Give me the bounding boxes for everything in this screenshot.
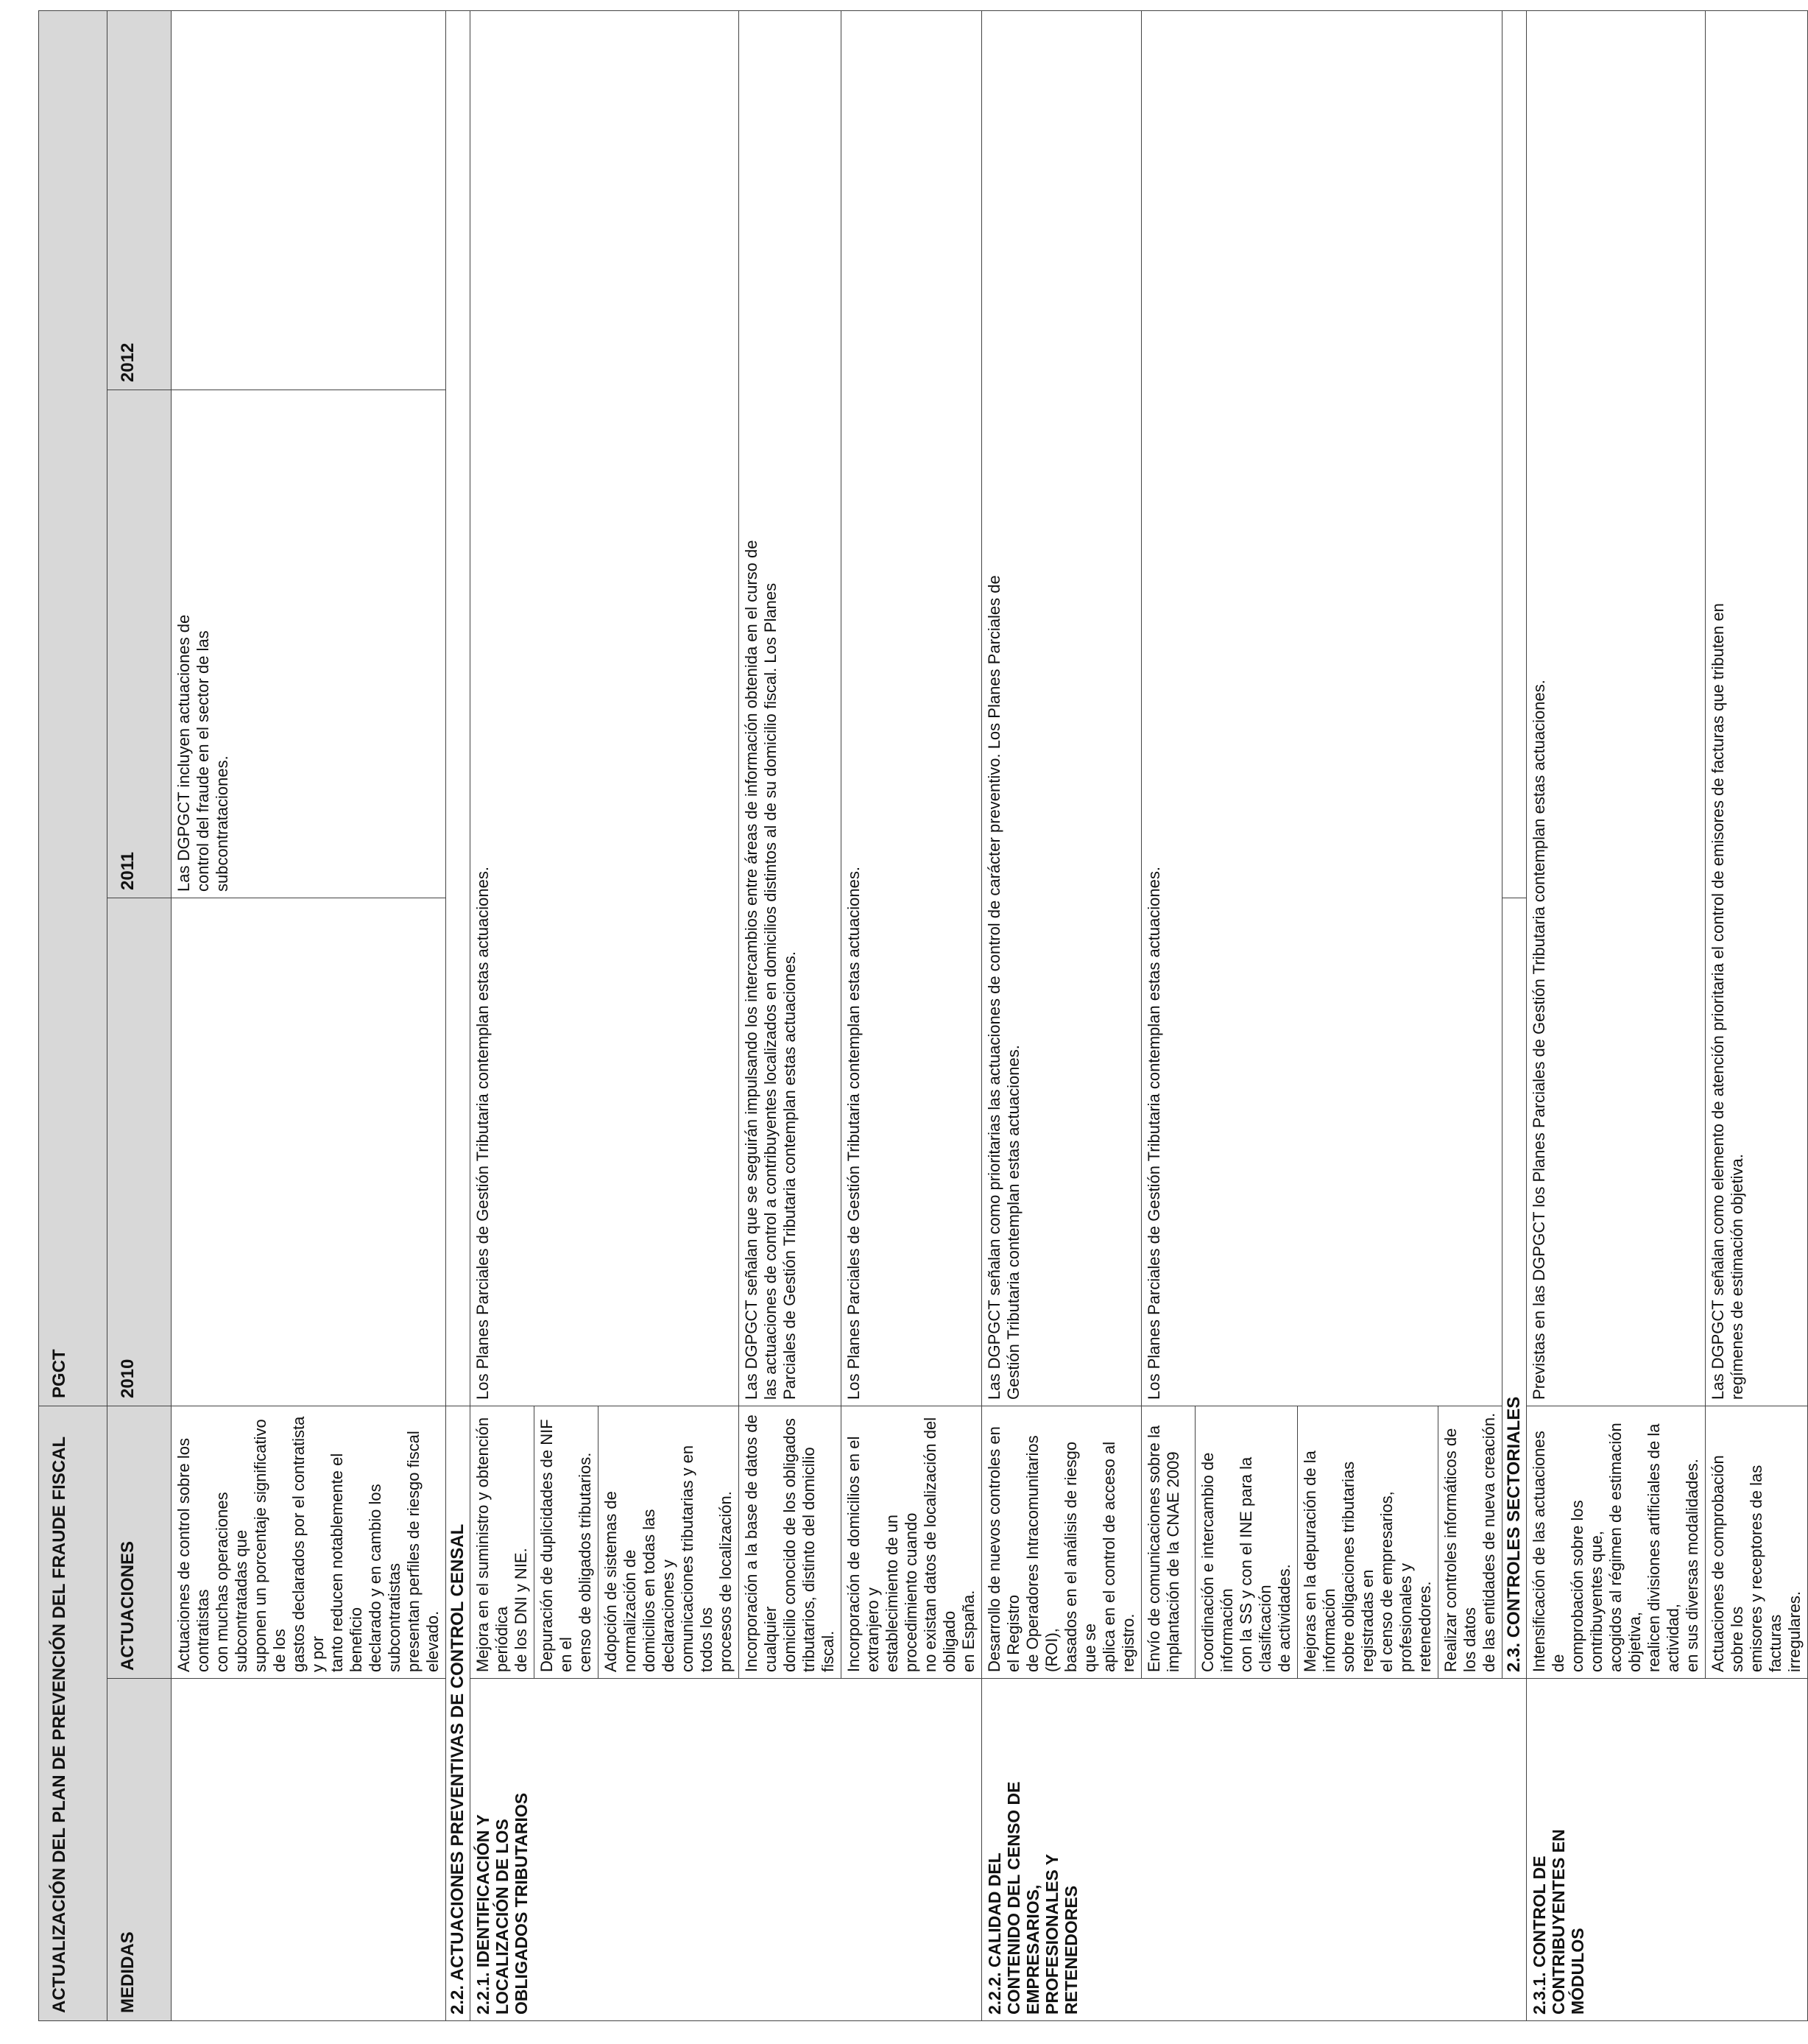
medida-2-3-1: 2.3.1. CONTROL DE CONTRIBUYENTES EN MÓDULOS xyxy=(1527,1679,1808,2021)
pgct-cell: Los Planes Parciales de Gestión Tributaria contemplan estas actuaciones. xyxy=(1142,10,1502,1406)
year-2012-cell xyxy=(172,10,446,390)
actuacion-cell: Actuaciones de control sobre los contratistas con muchas operaciones subcontratadas que suponen un porcentaje significativo de los gastos declarados por el contratista y por tanto reducen notablemente el beneficio declarado y en cambio los subcontratistas presentan perfiles de riesgo fiscal elevado. xyxy=(172,1406,446,1678)
table-row xyxy=(172,10,446,2020)
medida-2-2-1: 2.2.1. IDENTIFICACIÓN Y LOCALIZACIÓN DE LOS OBLIGADOS TRIBUTARIOS xyxy=(470,1679,982,2021)
actuacion-cell: Incorporación de domicilios en el extranjero y establecimiento de un procedimiento cuando no existan datos de localización del obligado en España. xyxy=(841,1406,982,1678)
table-row xyxy=(982,10,1142,2020)
year-2011-cell: Las DGPGCT incluyen actuaciones de control del fraude en el sector de las subcontrataciones. xyxy=(172,390,446,898)
actuacion-cell: Coordinación e intercambio de información con la SS y con el INE para la clasificación de actividades. xyxy=(1196,1406,1298,1678)
pgct-header: PGCT xyxy=(39,10,107,1406)
section-row xyxy=(446,10,470,2020)
section-blank xyxy=(1502,10,1527,898)
actuacion-cell: Depuración de duplicidades de NIF en el censo de obligados tributarios. xyxy=(534,1406,598,1678)
medida-2-2-2: 2.2.2. CALIDAD DEL CONTENIDO DEL CENSO DE EMPRESARIOS, PROFESIONALES Y RETENEDORES xyxy=(982,1679,1527,2021)
table-row xyxy=(1527,10,1706,2020)
actuacion-cell: Incorporación a la base de datos de cualquier domicilio conocido de los obligados tributarios, distinto del domicilio fiscal. xyxy=(739,1406,841,1678)
section-blank xyxy=(446,10,470,1406)
actuacion-cell: Desarrollo de nuevos controles en el Registro de Operadores Intracomunitarios (ROI), basados en el análisis de riesgo que se aplica en el control de acceso al registro. xyxy=(982,1406,1142,1678)
actuacion-cell: Actuaciones de comprobación sobre los emisores y receptores de las facturas irregulares. xyxy=(1706,1406,1808,1678)
col-actuaciones: ACTUACIONES xyxy=(107,1406,172,1678)
pgct-cell: Las DGPGCT señalan que se seguirán impulsando los intercambios entre áreas de información obtenida en el curso de las actuaciones de control a contribuyentes localizados en domicilios distintos al de su domicilio fiscal. Los Planes Parciales de Gestión Tributaria contemplan estas actuaciones. xyxy=(739,10,841,1406)
table-row xyxy=(470,10,534,2020)
pgct-cell: Previstas en las DGPGCT los Planes Parciales de Gestión Tributaria contemplan estas actuaciones. xyxy=(1527,10,1706,1406)
pgct-cell: Los Planes Parciales de Gestión Tributaria contemplan estas actuaciones. xyxy=(841,10,982,1406)
medida-cell xyxy=(172,1679,446,2021)
col-2011: 2011 xyxy=(107,390,172,898)
rotated-page xyxy=(38,11,1804,2021)
section-title: 2.3. CONTROLES SECTORIALES xyxy=(1502,898,1527,1678)
header-row-1 xyxy=(39,10,107,2020)
actuacion-cell: Envío de comunicaciones sobre la implantación de la CNAE 2009 xyxy=(1142,1406,1196,1678)
col-2012: 2012 xyxy=(107,10,172,390)
section-title: 2.2. ACTUACIONES PREVENTIVAS DE CONTROL CENSAL xyxy=(446,1406,470,2020)
actuacion-cell: Adopción de sistemas de normalización de domicilios en todas las declaraciones y comunicaciones tributarias y en todos los procesos de localización. xyxy=(598,1406,739,1678)
actuacion-cell: Realizar controles informáticos de los datos de las entidades de nueva creación. xyxy=(1438,1406,1502,1678)
year-2010-cell xyxy=(172,898,446,1406)
actuacion-cell: Intensificación de las actuaciones de comprobación sobre los contribuyentes que, acogidos al régimen de estimación objetiva, realicen divisiones artificiales de la actividad, en sus diversas modalidades. xyxy=(1527,1406,1706,1678)
actuacion-cell: Mejora en el suministro y obtención periódica de los DNI y NIE. xyxy=(470,1406,534,1678)
fraud-plan-table xyxy=(38,10,1808,2021)
col-medidas: MEDIDAS xyxy=(107,1679,172,2021)
actuacion-cell: Mejoras en la depuración de la información sobre obligaciones tributarias registradas en el censo de empresarios, profesionales y retenedores. xyxy=(1298,1406,1438,1678)
pgct-cell: Las DGPGCT señalan como elemento de atención prioritaria el control de emisores de facturas que tributen en regímenes de estimación objetiva. xyxy=(1706,10,1808,1406)
col-2010: 2010 xyxy=(107,898,172,1406)
header-row-2 xyxy=(107,10,172,2020)
pgct-cell: Las DGPGCT señalan como prioritarias las actuaciones de control de carácter preventivo. Los Planes Parciales de Gestión Tributaria contemplan estas actuaciones. xyxy=(982,10,1142,1406)
table-title: ACTUALIZACIÓN DEL PLAN DE PREVENCIÓN DEL FRAUDE FISCAL xyxy=(39,1406,107,2020)
pgct-cell: Los Planes Parciales de Gestión Tributaria contemplan estas actuaciones. xyxy=(470,10,739,1406)
